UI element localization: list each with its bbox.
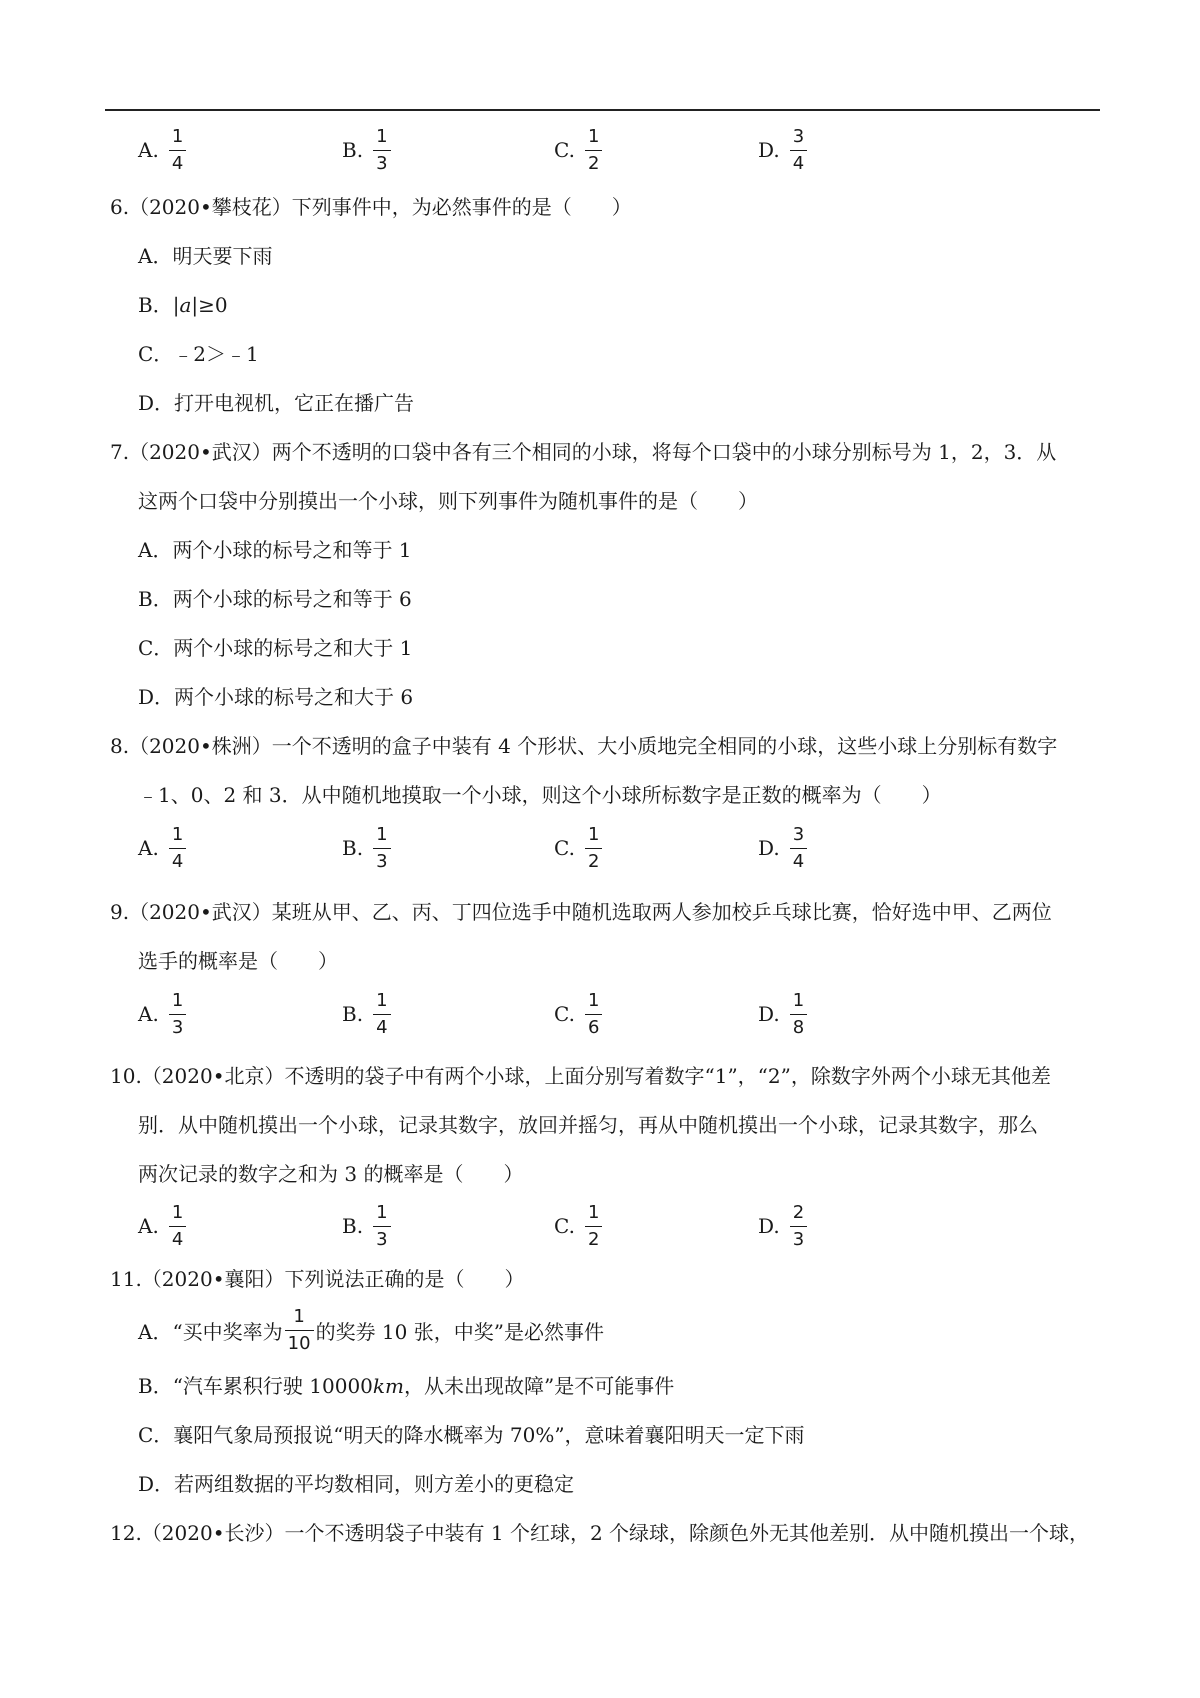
q11-option-a[interactable]: A．“买中奖率为 $\frac{1}{10}$ 的奖券 10 张，中奖”是必然事件 (138, 1305, 604, 1354)
header-rule (105, 109, 1100, 111)
fraction: $\frac{1}{8}$ (790, 992, 807, 1037)
choice-a[interactable]: A. $\frac{1}{4}$ (138, 120, 186, 180)
choice-b[interactable]: B. $\frac{1}{4}$ (342, 984, 391, 1044)
fraction: $\frac{1}{4}$ (169, 1204, 186, 1249)
fraction: $\frac{1}{3}$ (373, 1204, 390, 1249)
q10-choices (138, 1196, 1038, 1256)
fraction: $\frac{1}{6}$ (585, 992, 602, 1037)
fraction: $\frac{2}{3}$ (790, 1204, 807, 1249)
q7-stem-line2: 这两个口袋中分别摸出一个小球，则下列事件为随机事件的是（ ） (138, 489, 758, 513)
q11-option-b[interactable]: B．“汽车累积行驶 10000km，从未出现故障”是不可能事件 (138, 1374, 675, 1398)
q6-option-b[interactable]: B．|a|≥0 (138, 293, 228, 317)
choice-d[interactable]: D. $\frac{3}{4}$ (758, 818, 807, 878)
q6-stem: 6.（2020•攀枝花）下列事件中，为必然事件的是（ ） (110, 195, 632, 219)
q6-option-d[interactable]: D．打开电视机，它正在播广告 (138, 391, 415, 415)
fraction: $\frac{1}{10}$ (285, 1308, 314, 1353)
choice-a[interactable]: A. $\frac{1}{3}$ (138, 984, 186, 1044)
q9-choices (138, 984, 1038, 1044)
fraction: $\frac{1}{2}$ (585, 1204, 602, 1249)
fraction: $\frac{1}{3}$ (373, 826, 390, 871)
choice-b[interactable]: B. $\frac{1}{3}$ (342, 120, 391, 180)
q7-stem-line1: 7.（2020•武汉）两个不透明的口袋中各有三个相同的小球，将每个口袋中的小球分别标号为 1，2，3．从 (110, 440, 1057, 464)
q7-option-a[interactable]: A．两个小球的标号之和等于 1 (138, 538, 412, 562)
fraction: $\frac{1}{2}$ (585, 826, 602, 871)
fraction: $\frac{1}{4}$ (169, 826, 186, 871)
choice-c[interactable]: C. $\frac{1}{2}$ (554, 818, 602, 878)
q10-stem-line1: 10.（2020•北京）不透明的袋子中有两个小球，上面分别写着数字“1”，“2”，除数字外两个小球无其他差 (110, 1064, 1051, 1088)
fraction: $\frac{1}{3}$ (169, 992, 186, 1037)
choice-a[interactable]: A. $\frac{1}{4}$ (138, 818, 186, 878)
choice-b[interactable]: B. $\frac{1}{3}$ (342, 818, 391, 878)
q8-choices (138, 818, 1038, 878)
q7-option-d[interactable]: D．两个小球的标号之和大于 6 (138, 685, 414, 709)
choice-a[interactable]: A. $\frac{1}{4}$ (138, 1196, 186, 1256)
q10-stem-line2: 别．从中随机摸出一个小球，记录其数字，放回并摇匀，再从中随机摸出一个小球，记录其数字，那么 (138, 1113, 1038, 1137)
fraction: $\frac{1}{4}$ (373, 992, 390, 1037)
fraction: $\frac{1}{2}$ (585, 128, 602, 173)
q8-stem-line1: 8.（2020•株洲）一个不透明的盒子中装有 4 个形状、大小质地完全相同的小球，这些小球上分别标有数字 (110, 734, 1058, 758)
choice-d[interactable]: D. $\frac{1}{8}$ (758, 984, 807, 1044)
q11-option-c[interactable]: C．襄阳气象局预报说“明天的降水概率为 70%”，意味着襄阳明天一定下雨 (138, 1423, 805, 1447)
q12-stem-line1: 12.（2020•长沙）一个不透明袋子中装有 1 个红球，2 个绿球，除颜色外无其他差别．从中随机摸出一个球， (110, 1521, 1090, 1545)
q10-stem-line3: 两次记录的数字之和为 3 的概率是（ ） (138, 1162, 524, 1186)
q6-option-c[interactable]: C．﹣2＞﹣1 (138, 342, 259, 366)
q11-option-d[interactable]: D．若两组数据的平均数相同，则方差小的更稳定 (138, 1472, 575, 1496)
q8-stem-line2: ﹣1、0、2 和 3．从中随机地摸取一个小球，则这个小球所标数字是正数的概率为（ ） (138, 783, 942, 807)
q6-option-a[interactable]: A．明天要下雨 (138, 244, 273, 268)
q5-choices (138, 120, 1038, 180)
fraction: $\frac{1}{4}$ (169, 128, 186, 173)
fraction: $\frac{1}{3}$ (373, 128, 390, 173)
q9-stem-line1: 9.（2020•武汉）某班从甲、乙、丙、丁四位选手中随机选取两人参加校乒乓球比赛，恰好选中甲、乙两位 (110, 900, 1052, 924)
fraction: $\frac{3}{4}$ (790, 826, 807, 871)
q7-option-c[interactable]: C．两个小球的标号之和大于 1 (138, 636, 413, 660)
choice-d[interactable]: D. $\frac{2}{3}$ (758, 1196, 807, 1256)
choice-c[interactable]: C. $\frac{1}{2}$ (554, 1196, 602, 1256)
choice-b[interactable]: B. $\frac{1}{3}$ (342, 1196, 391, 1256)
fraction: $\frac{3}{4}$ (790, 128, 807, 173)
choice-d[interactable]: D. $\frac{3}{4}$ (758, 120, 807, 180)
q9-stem-line2: 选手的概率是（ ） (138, 949, 338, 973)
choice-c[interactable]: C. $\frac{1}{6}$ (554, 984, 602, 1044)
choice-c[interactable]: C. $\frac{1}{2}$ (554, 120, 602, 180)
q7-option-b[interactable]: B．两个小球的标号之和等于 6 (138, 587, 412, 611)
q11-stem: 11.（2020•襄阳）下列说法正确的是（ ） (110, 1267, 525, 1291)
